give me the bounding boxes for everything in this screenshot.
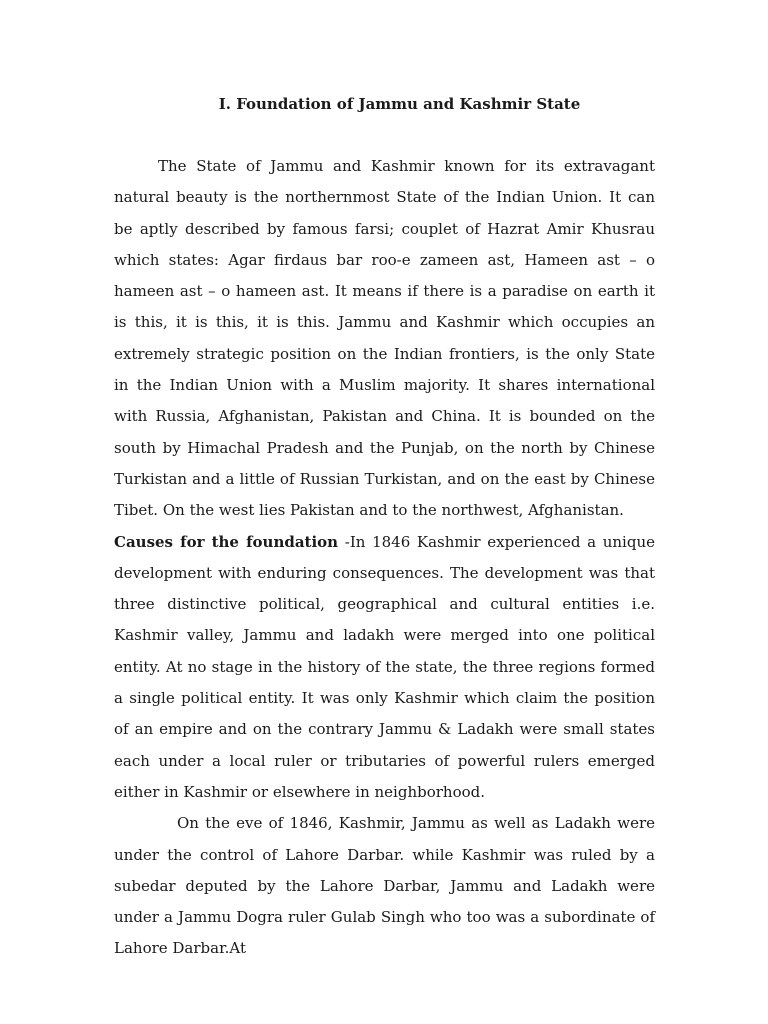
paragraph-introduction: The State of Jammu and Kashmir known for its extravagant natural beauty is the northernmost State of the Indian Union. It can be aptly described by famous farsi; couplet of Hazrat Amir Khusrau which states: Agar firdaus bar roo-e zameen ast, Hameen ast – o hameen ast – o hameen ast. It means if there is a paradise on earth it is this, it is this, it is this. Jammu and Kashmir which occupies an extremely strategic position on the Indian frontiers, is the only State in the Indian Union with a Muslim majority. It shares international with Russia, Afghanistan, Pakistan and China. It is bounded on the south by Himachal Pradesh and the Punjab, on the north by Chinese Turkistan and a little of Russian Turkistan, and on the east by Chinese Tibet. On the west lies Pakistan and to the northwest, Afghanistan. [114, 157, 655, 520]
causes-heading: Causes for the foundation [114, 532, 339, 551]
paragraph-eve-1846: On the eve of 1846, Kashmir, Jammu as well as Ladakh were under the control of Lahore Darbar. while Kashmir was ruled by a subedar deputed by the Lahore Darbar, Jammu and Ladakh were under a Jammu Dogra ruler Gulab Singh who too was a subordinate of Lahore Darbar.At [114, 814, 655, 958]
document-page [114, 90, 655, 965]
paragraph-causes [114, 527, 655, 809]
causes-body: -In 1846 Kashmir experienced a unique development with enduring consequences. The development was that three distinctive political, geographical and cultural entities i.e. Kashmir valley, Jammu and ladakh were merged into one political entity. At no stage in the history of the state, the three regions formed a single political entity. It was only Kashmir which claim the position of an empire and on the contrary Jammu & Ladakh were small states each under a local ruler or tributaries of powerful rulers emerged either in Kashmir or elsewhere in neighborhood. [114, 532, 655, 801]
document-title: I. Foundation of Jammu and Kashmir State [218, 95, 581, 113]
